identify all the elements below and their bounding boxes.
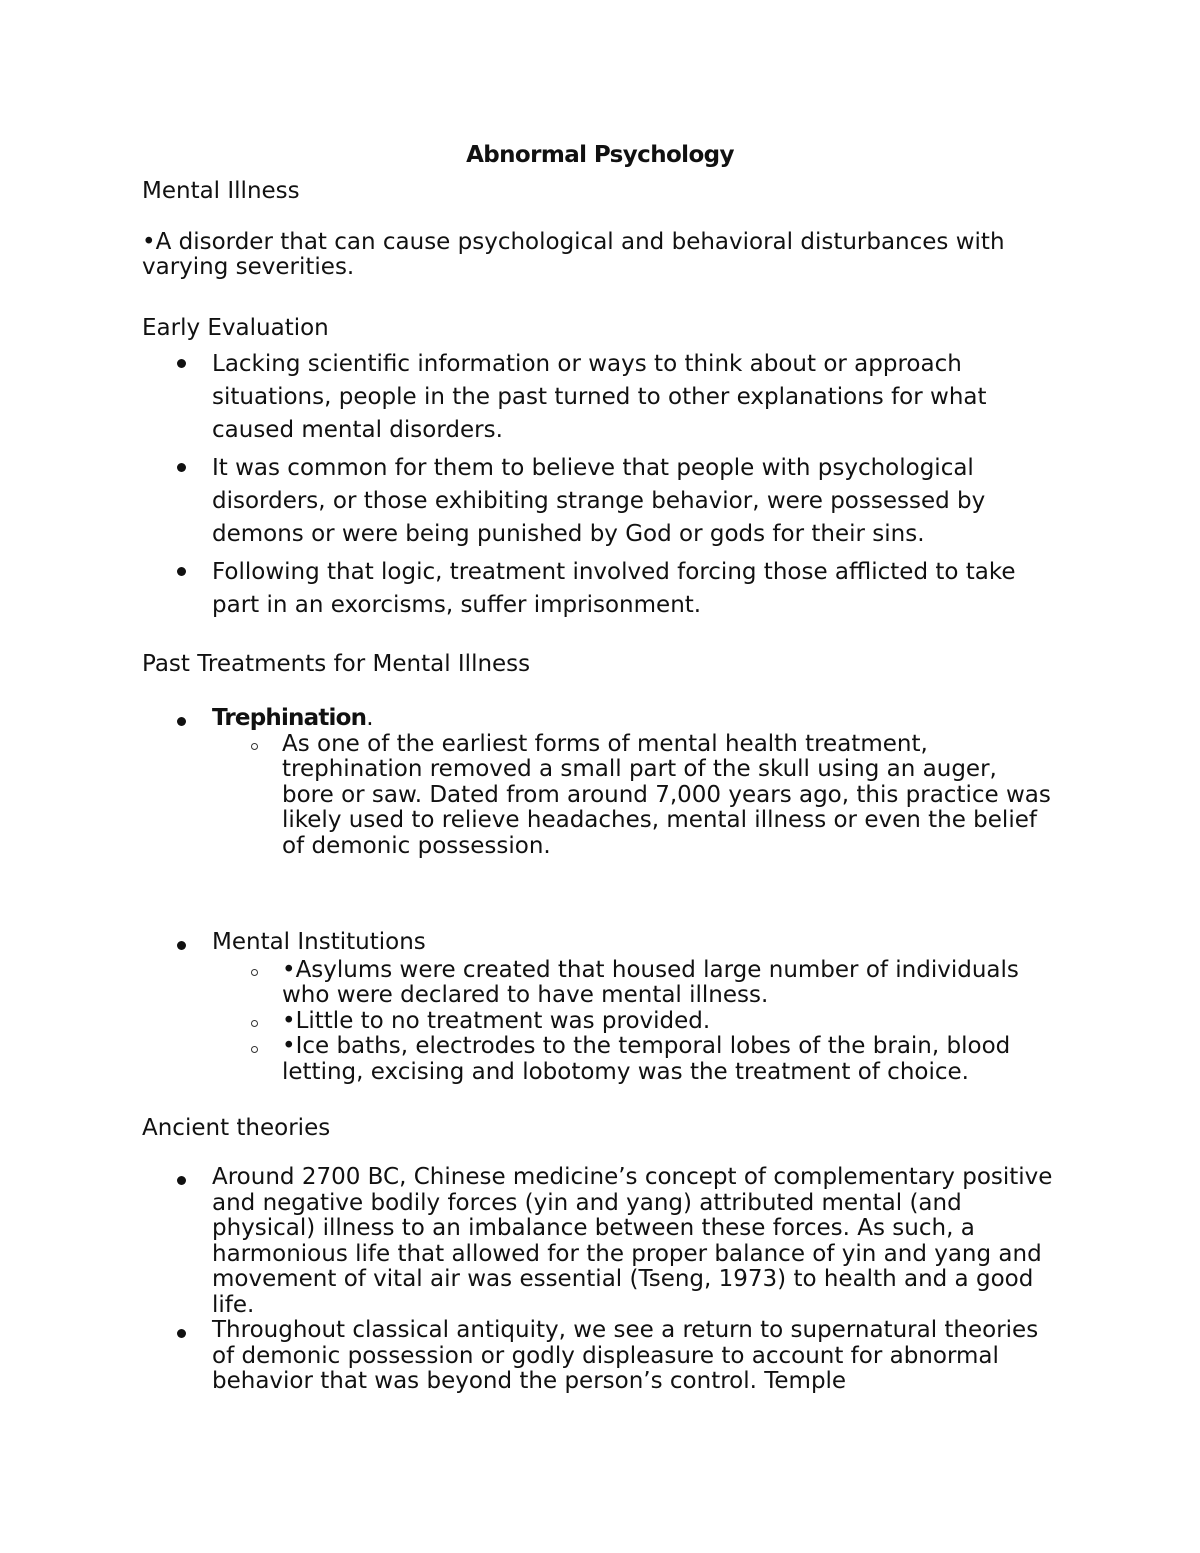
bullet-icon [177, 359, 186, 368]
circle-bullet-icon [251, 969, 258, 976]
sub-list-item-text: As one of the earliest forms of mental health treatment, trephination removed a small part of the skull using an auger, bore or saw. Dated from around 7,000 years ago, this practice was likely used to relieve headaches, mental illness or even the belief of demonic possession. [282, 730, 1051, 859]
list-item [0, 452, 1062, 551]
trephination-sublist [212, 732, 1062, 860]
sub-list-item [212, 732, 1052, 860]
bullet-icon [177, 941, 186, 950]
list-item-trephination [0, 706, 1062, 859]
list-item-text: It was common for them to believe that people with psychological disorders, or those exhibiting strange behavior, were possessed by demons or were being punished by God or gods for their sins. [212, 455, 986, 547]
bullet-icon [177, 1329, 186, 1338]
list-item-text: Lacking scientific information or ways to think about or approach situations, people in the past turned to other explanations for what caused mental disorders. [212, 351, 987, 443]
list-item [0, 1165, 1062, 1318]
list-item-institutions [0, 930, 1062, 1085]
circle-bullet-icon [251, 743, 258, 750]
trephination-label: Trephination [212, 705, 367, 731]
early-evaluation-list [0, 348, 1200, 627]
heading-past-treatments: Past Treatments for Mental Illness [142, 651, 531, 677]
ancient-theories-list [0, 1165, 1200, 1395]
sub-list-item-text: •Asylums were created that housed large number of individuals who were declared to have mental illness. [282, 956, 1019, 1008]
mental-illness-definition: •A disorder that can cause psychological and behavioral disturbances with varying severities. [142, 229, 1005, 280]
trephination-list [0, 706, 1200, 859]
trephination-suffix: . [366, 705, 374, 731]
sub-list-item-text: •Ice baths, electrodes to the temporal lobes of the brain, blood letting, excising and lobotomy was the treatment of choice. [282, 1033, 1011, 1085]
bullet-icon [177, 567, 186, 576]
institutions-label: Mental Institutions [212, 929, 426, 955]
circle-bullet-icon [251, 1020, 258, 1027]
bullet-icon [177, 463, 186, 472]
heading-early-evaluation: Early Evaluation [142, 315, 329, 341]
bullet-icon [177, 717, 186, 726]
heading-mental-illness: Mental Illness [142, 178, 300, 204]
list-item [0, 1318, 1062, 1395]
list-item [0, 556, 1062, 622]
heading-ancient-theories: Ancient theories [142, 1115, 331, 1141]
list-item [0, 348, 1062, 447]
institutions-list [0, 930, 1200, 1085]
list-item-text: Throughout classical antiquity, we see a return to supernatural theories of demonic possession or godly displeasure to account for abnormal behavior that was beyond the person’s control. Temple [212, 1317, 1039, 1394]
institutions-sublist [212, 958, 1062, 1086]
sub-list-item-text: •Little to no treatment was provided. [282, 1007, 711, 1034]
list-item-text: Following that logic, treatment involved forcing those afflicted to take part in an exorcisms, suffer imprisonment. [212, 559, 1016, 618]
circle-bullet-icon [251, 1046, 258, 1053]
sub-list-item [212, 958, 1052, 1009]
list-item-text: Around 2700 BC, Chinese medicine’s concept of complementary positive and negative bodily forces (yin and yang) attributed mental (and physical) illness to an imbalance between these forces. As such, a harmonious life that allowed for the proper balance of yin and yang and movement of vital air was essential (Tseng, 1973) to health and a good life. [212, 1164, 1053, 1318]
sub-list-item [212, 1034, 1052, 1085]
bullet-icon [177, 1176, 186, 1185]
sub-list-item [212, 1009, 1052, 1035]
document-title: Abnormal Psychology [466, 142, 734, 168]
